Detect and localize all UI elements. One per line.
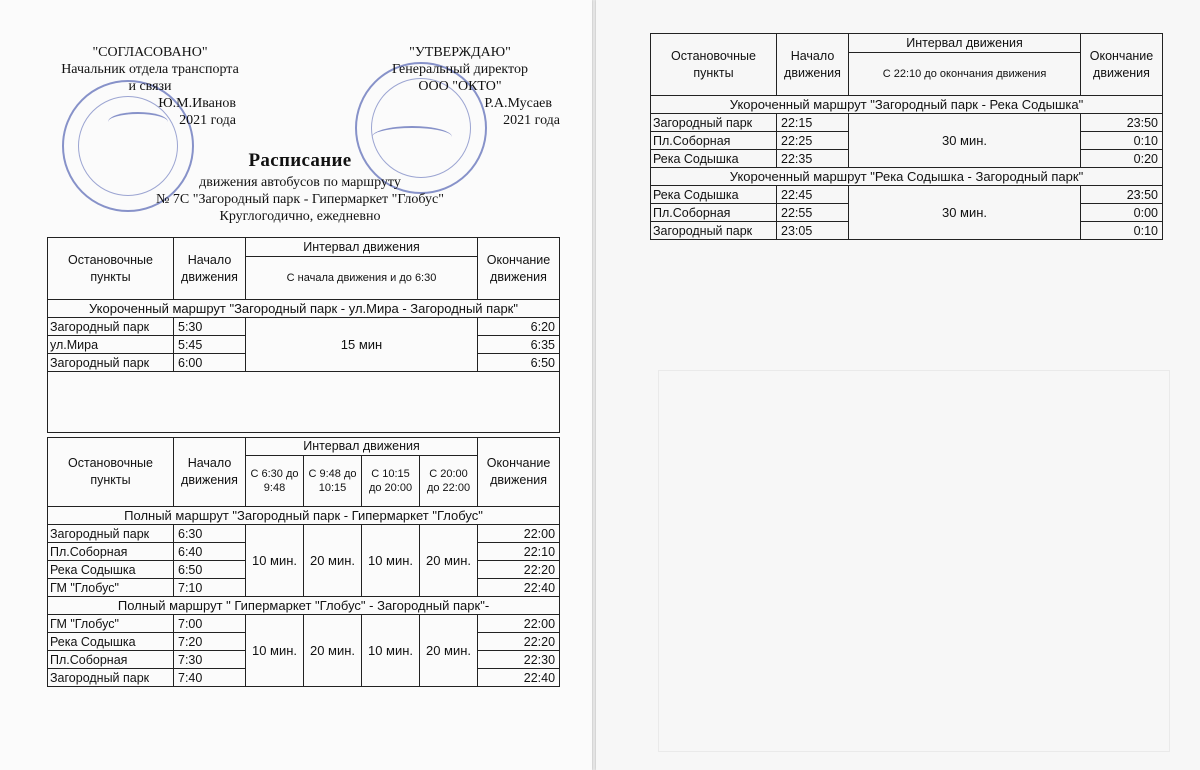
- header-interval: Интервал движения: [246, 238, 478, 257]
- stop-name: Река Содышка: [48, 561, 174, 579]
- start-time: 5:30: [174, 318, 246, 336]
- section-title: Укороченный маршрут "Загородный парк - Река Содышка": [651, 96, 1163, 114]
- stop-name: Пл.Соборная: [48, 543, 174, 561]
- header-start: Начало движения: [777, 34, 849, 96]
- stop-name: Пл.Соборная: [651, 204, 777, 222]
- confirmed-title: "УТВЕРЖДАЮ": [409, 45, 511, 60]
- approved-title: "СОГЛАСОВАНО": [92, 45, 208, 60]
- approved-position: Начальник отдела транспорта: [61, 62, 239, 77]
- end-time: 22:20: [478, 633, 560, 651]
- schedule-table-late: [650, 33, 1163, 240]
- interval-value: 30 мин.: [849, 186, 1081, 240]
- start-time: 6:00: [174, 354, 246, 372]
- stop-name: Загородный парк: [651, 114, 777, 132]
- end-time: 22:20: [478, 561, 560, 579]
- interval-value: 20 мин.: [420, 525, 478, 597]
- start-time: 22:35: [777, 150, 849, 168]
- confirmed-block: [360, 44, 560, 129]
- end-time: 22:10: [478, 543, 560, 561]
- start-time: 22:45: [777, 186, 849, 204]
- section-title: Укороченный маршрут "Река Содышка - Загородный парк": [651, 168, 1163, 186]
- start-time: 22:55: [777, 204, 849, 222]
- end-time: 6:50: [478, 354, 560, 372]
- header-stops: Остановочные пункты: [48, 438, 174, 507]
- end-time: 6:20: [478, 318, 560, 336]
- route-name: № 7С "Загородный парк - Гипермаркет "Глобус": [156, 192, 444, 207]
- table-row: [48, 318, 560, 336]
- end-time: 22:30: [478, 651, 560, 669]
- header-end: Окончание движения: [1081, 34, 1163, 96]
- bleed-through-text: [658, 370, 1170, 752]
- stop-name: Река Содышка: [651, 150, 777, 168]
- interval-period-2: С 9:48 до 10:15: [304, 456, 362, 507]
- interval-value: 20 мин.: [304, 525, 362, 597]
- header-interval: Интервал движения: [849, 34, 1081, 53]
- confirmed-date: 2021 года: [503, 113, 560, 128]
- interval-value: 10 мин.: [362, 525, 420, 597]
- interval-value: 30 мин.: [849, 114, 1081, 168]
- approved-date: 2021 года: [179, 113, 236, 128]
- stop-name: Загородный парк: [48, 669, 174, 687]
- start-time: 7:30: [174, 651, 246, 669]
- header-stops: Остановочные пункты: [651, 34, 777, 96]
- section-title: Укороченный маршрут "Загородный парк - ул.Мира - Загородный парк": [48, 300, 560, 318]
- schedule-subtitle: движения автобусов по маршруту: [199, 175, 401, 190]
- end-time: 22:40: [478, 669, 560, 687]
- interval-value: 10 мин.: [246, 615, 304, 687]
- start-time: 7:40: [174, 669, 246, 687]
- empty-row: [48, 372, 560, 433]
- end-time: 22:00: [478, 525, 560, 543]
- stop-name: Загородный парк: [48, 354, 174, 372]
- start-time: 22:15: [777, 114, 849, 132]
- stop-name: ул.Мира: [48, 336, 174, 354]
- signature-right: [372, 126, 452, 148]
- schedule-title: Расписание: [248, 150, 352, 171]
- stop-name: Пл.Соборная: [48, 651, 174, 669]
- confirmed-position: Генеральный директор: [392, 62, 528, 77]
- section-title: Полный маршрут " Гипермаркет "Глобус" - Загородный парк"-: [48, 597, 560, 615]
- schedule-table-full: [47, 437, 560, 687]
- start-time: 6:50: [174, 561, 246, 579]
- table-row: [48, 615, 560, 633]
- end-time: 0:00: [1081, 204, 1163, 222]
- stop-name: ГМ "Глобус": [48, 615, 174, 633]
- header-interval-period: С 22:10 до окончания движения: [849, 53, 1081, 96]
- stop-name: Река Содышка: [48, 633, 174, 651]
- header-start: Начало движения: [174, 238, 246, 300]
- table-row: [48, 525, 560, 543]
- header-end: Окончание движения: [478, 438, 560, 507]
- stop-name: Пл.Соборная: [651, 132, 777, 150]
- start-time: 6:30: [174, 525, 246, 543]
- start-time: 23:05: [777, 222, 849, 240]
- approved-block: [40, 44, 260, 129]
- section-title: Полный маршрут "Загородный парк - Гипермаркет "Глобус": [48, 507, 560, 525]
- header-interval: Интервал движения: [246, 438, 478, 456]
- stop-name: Река Содышка: [651, 186, 777, 204]
- interval-period-1: С 6:30 до 9:48: [246, 456, 304, 507]
- table-row: [651, 186, 1163, 204]
- approved-department: и связи: [128, 79, 172, 94]
- start-time: 22:25: [777, 132, 849, 150]
- interval-value: 20 мин.: [420, 615, 478, 687]
- interval-value: 20 мин.: [304, 615, 362, 687]
- end-time: 0:20: [1081, 150, 1163, 168]
- confirmed-name: Р.А.Мусаев: [484, 96, 552, 111]
- end-time: 0:10: [1081, 132, 1163, 150]
- header-stops: Остановочные пункты: [48, 238, 174, 300]
- interval-period-4: С 20:00 до 22:00: [420, 456, 478, 507]
- start-time: 7:00: [174, 615, 246, 633]
- end-time: 23:50: [1081, 186, 1163, 204]
- stop-name: ГМ "Глобус": [48, 579, 174, 597]
- schedule-table-early: [47, 237, 560, 433]
- header-end: Окончание движения: [478, 238, 560, 300]
- stop-name: Загородный парк: [651, 222, 777, 240]
- start-time: 6:40: [174, 543, 246, 561]
- schedule-frequency: Круглогодично, ежедневно: [219, 209, 381, 224]
- interval-value: 10 мин.: [362, 615, 420, 687]
- start-time: 5:45: [174, 336, 246, 354]
- interval-period-3: С 10:15 до 20:00: [362, 456, 420, 507]
- end-time: 22:00: [478, 615, 560, 633]
- schedule-title-block: [100, 150, 500, 225]
- end-time: 23:50: [1081, 114, 1163, 132]
- end-time: 0:10: [1081, 222, 1163, 240]
- start-time: 7:10: [174, 579, 246, 597]
- start-time: 7:20: [174, 633, 246, 651]
- table-row: [651, 114, 1163, 132]
- interval-value: 15 мин: [246, 318, 478, 372]
- stop-name: Загородный парк: [48, 525, 174, 543]
- confirmed-company: ООО "ОКТО": [418, 79, 502, 94]
- header-interval-period: С начала движения и до 6:30: [246, 257, 478, 300]
- interval-value: 10 мин.: [246, 525, 304, 597]
- end-time: 22:40: [478, 579, 560, 597]
- header-start: Начало движения: [174, 438, 246, 507]
- end-time: 6:35: [478, 336, 560, 354]
- approved-name: Ю.М.Иванов: [158, 96, 236, 111]
- stop-name: Загородный парк: [48, 318, 174, 336]
